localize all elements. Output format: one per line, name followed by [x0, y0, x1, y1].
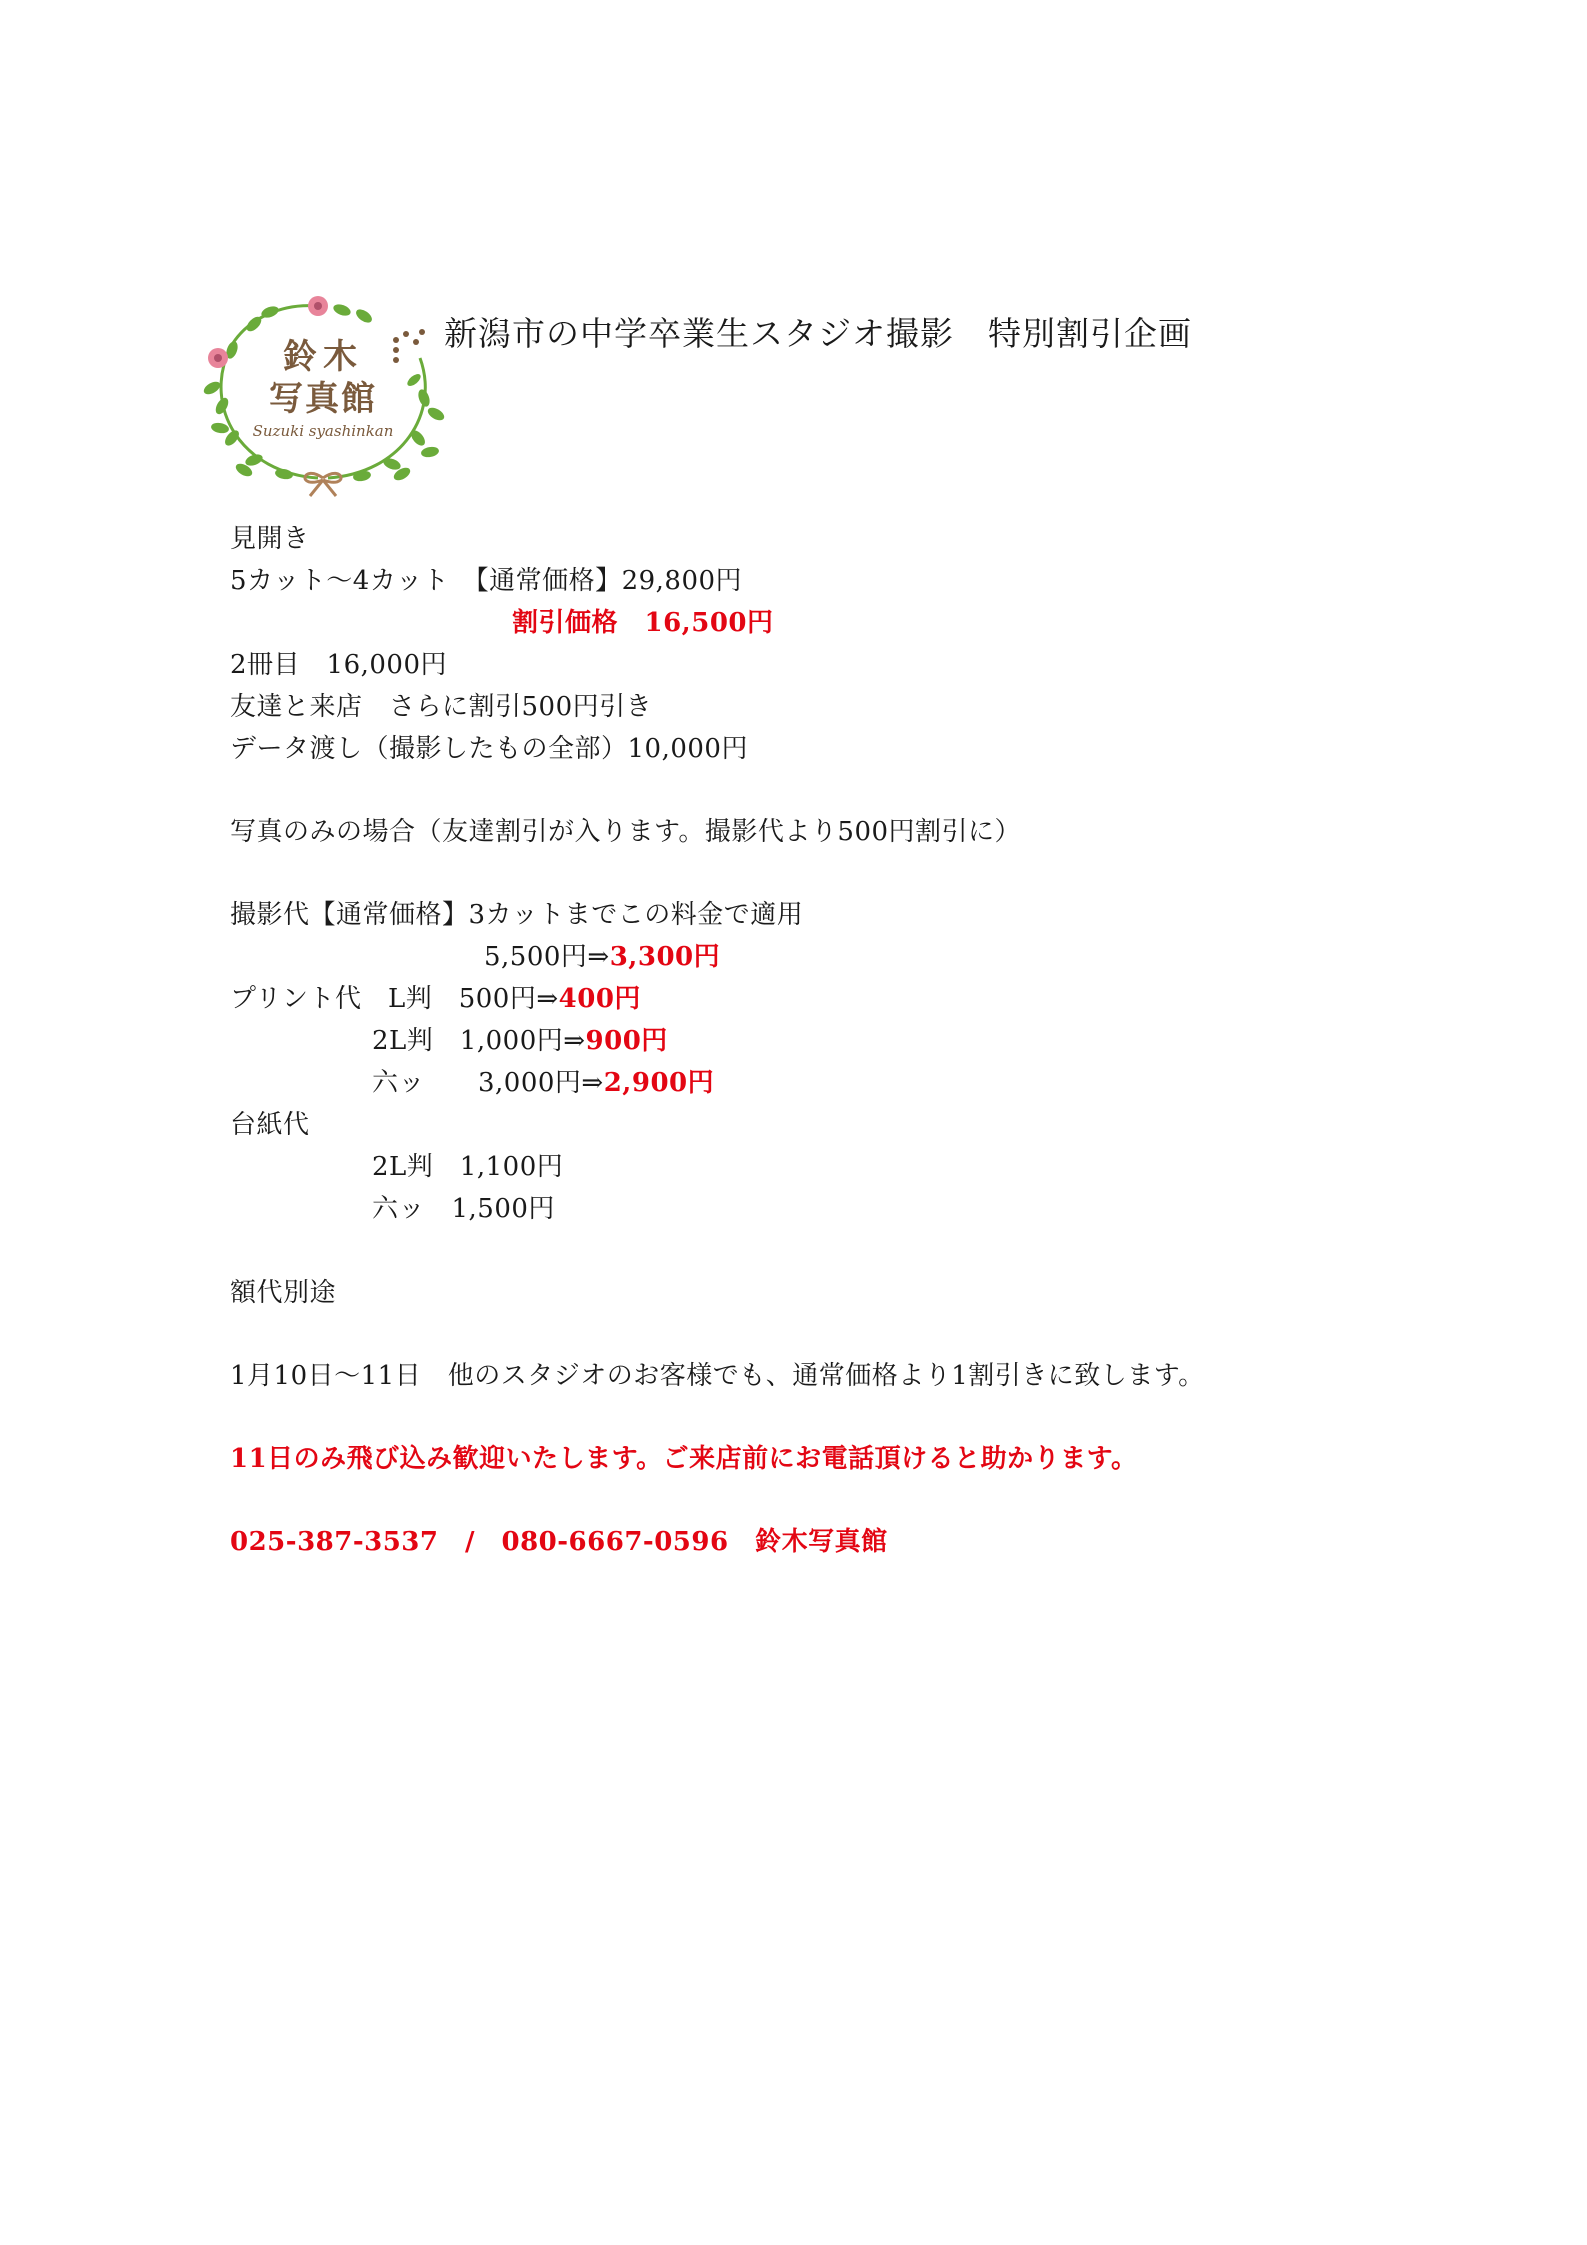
print-six-label: 六ッ 3,000円⇒: [372, 1068, 604, 1098]
mount-2l-price: 2L判 1,100円: [372, 1152, 564, 1182]
shooting-discount-price: 3,300円: [609, 942, 721, 972]
walk-in-note: 11日のみ飛び込み歓迎いたします。ご来店前にお電話頂けると助かります。: [230, 1444, 1138, 1474]
contact-info: 025-387-3537 / 080-6667-0596 鈴木写真館: [230, 1527, 888, 1557]
logo-romaji: Suzuki syashinkan: [252, 422, 394, 440]
mount-six-price: 六ッ 1,500円: [372, 1194, 555, 1224]
photo-only-note: 写真のみの場合（友達割引が入ります。撮影代より500円割引に）: [230, 817, 1022, 847]
page-title: 新潟市の中学卒業生スタジオ撮影 特別割引企画: [444, 314, 1192, 353]
shooting-normal-price: 5,500円⇒: [484, 942, 610, 972]
print-six-discount: 2,900円: [603, 1068, 715, 1098]
print-l-discount: 400円: [558, 984, 641, 1014]
data-delivery-price: データ渡し（撮影したもの全部）10,000円: [230, 734, 748, 764]
spread-cuts-price: 5カット～4カット 【通常価格】29,800円: [230, 566, 743, 596]
shooting-fee-row: [484, 940, 720, 974]
second-book-price: 2冊目 16,000円: [230, 650, 448, 680]
friends-discount: 友達と来店 さらに割引500円引き: [230, 692, 653, 722]
logo-name-line1: 鈴木: [283, 337, 363, 377]
spread-heading: 見開き: [230, 524, 310, 554]
print-six-row: [372, 1066, 714, 1100]
spread-discount-price: 割引価格 16,500円: [512, 608, 774, 638]
print-l-row: [230, 982, 641, 1016]
shooting-fee-label: 撮影代【通常価格】3カットまでこの料金で適用: [230, 900, 804, 930]
frame-note: 額代別途: [230, 1278, 337, 1308]
campaign-note: 1月10日～11日 他のスタジオのお客様でも、通常価格より1割引きに致します。: [230, 1361, 1205, 1391]
print-2l-label: 2L判 1,000円⇒: [372, 1026, 586, 1056]
print-l-label: プリント代 L判 500円⇒: [230, 984, 559, 1014]
print-2l-discount: 900円: [585, 1026, 668, 1056]
logo-name-line2: 写真館: [269, 379, 377, 419]
mount-label: 台紙代: [230, 1110, 310, 1140]
studio-logo: [192, 288, 454, 498]
print-2l-row: [372, 1024, 668, 1058]
